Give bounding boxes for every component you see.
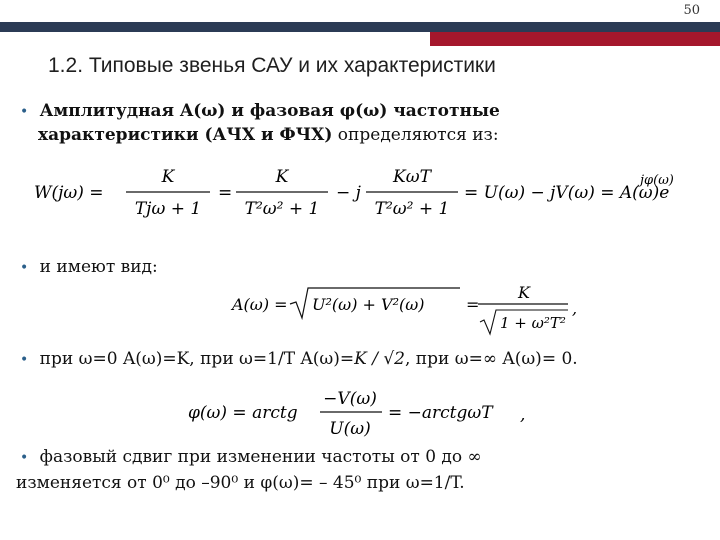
bullet-3-part-1: при ω=0 A(ω)=K, при ω=1/T A(ω)= xyxy=(39,349,355,369)
header-dark-bar xyxy=(0,22,720,32)
bullet-marker: • xyxy=(20,450,29,466)
formula-1-minus-j: − j xyxy=(336,183,361,203)
formula-2-tail: , xyxy=(572,299,578,318)
bullet-3-part-2: , при ω=∞ A(ω)= 0. xyxy=(404,349,578,369)
page-number: 50 xyxy=(683,3,700,18)
formula-transfer-function xyxy=(28,160,698,230)
formula-1-frac3-den: T²ω² + 1 xyxy=(374,199,450,219)
bullet-4-line-2-wrap xyxy=(16,472,465,494)
formula-1-exponent: jφ(ω) xyxy=(640,173,674,188)
bullet-marker: • xyxy=(20,352,29,368)
bullet-marker: • xyxy=(20,104,29,120)
bullet-1-line-2-bold: характеристики (АЧХ и ФЧХ) xyxy=(38,125,333,145)
formula-2-lhs: A(ω) = xyxy=(232,295,288,314)
formula-3-tail: , xyxy=(520,405,526,425)
formula-1-frac1-den: Tjω + 1 xyxy=(134,199,202,219)
formula-1-frac2-num: K xyxy=(275,167,289,187)
bullet-4-line-1: фазовый сдвиг при изменении частоты от 0 до ∞ xyxy=(39,447,482,467)
bullet-2-text: и имеют вид: xyxy=(39,257,158,277)
formula-3-num: −V(ω) xyxy=(323,389,377,409)
slide-title: 1.2. Типовые звенья САУ и их характеристики xyxy=(48,54,496,77)
bullet-2 xyxy=(20,256,158,279)
formula-3-lhs: φ(ω) = arctg xyxy=(188,403,298,423)
bullet-marker: • xyxy=(20,260,29,276)
formula-1-frac3-num: KωT xyxy=(393,167,431,187)
formula-phase xyxy=(186,386,546,444)
formula-1-frac2-den: T²ω² + 1 xyxy=(244,199,320,219)
formula-2-eq: = xyxy=(466,295,480,314)
header-decoration xyxy=(0,0,720,34)
bullet-1 xyxy=(20,100,500,123)
bullet-4 xyxy=(20,446,482,469)
formula-2-num: K xyxy=(518,284,530,302)
formula-1-frac1-num: K xyxy=(161,167,175,187)
bullet-1-line-2-wrap xyxy=(38,124,499,146)
bullet-4-line-2: изменяется от 0⁰ до –90⁰ и φ(ω)= – 45⁰ при ω=1/T. xyxy=(16,473,465,493)
header-red-bar xyxy=(430,32,720,46)
formula-1-lhs: W(jω) = xyxy=(34,183,104,203)
formula-2-sqrt-body: U²(ω) + V²(ω) xyxy=(312,295,425,314)
formula-2-den: 1 + ω²T² xyxy=(500,314,566,332)
bullet-3 xyxy=(20,348,578,371)
formula-1-eq: = xyxy=(218,183,233,203)
formula-amplitude xyxy=(228,284,588,340)
formula-3-rhs: = −arctgωT xyxy=(388,403,493,423)
bullet-1-line-1: Амплитудная A(ω) и фазовая φ(ω) частотные xyxy=(39,101,500,121)
formula-3-den: U(ω) xyxy=(329,419,371,439)
bullet-1-line-2-rest: определяются из: xyxy=(332,125,499,145)
bullet-3-inline-fraction: K / √2 xyxy=(354,349,405,369)
formula-1-rhs: = U(ω) − jV(ω) = A(ω)e xyxy=(464,183,670,203)
